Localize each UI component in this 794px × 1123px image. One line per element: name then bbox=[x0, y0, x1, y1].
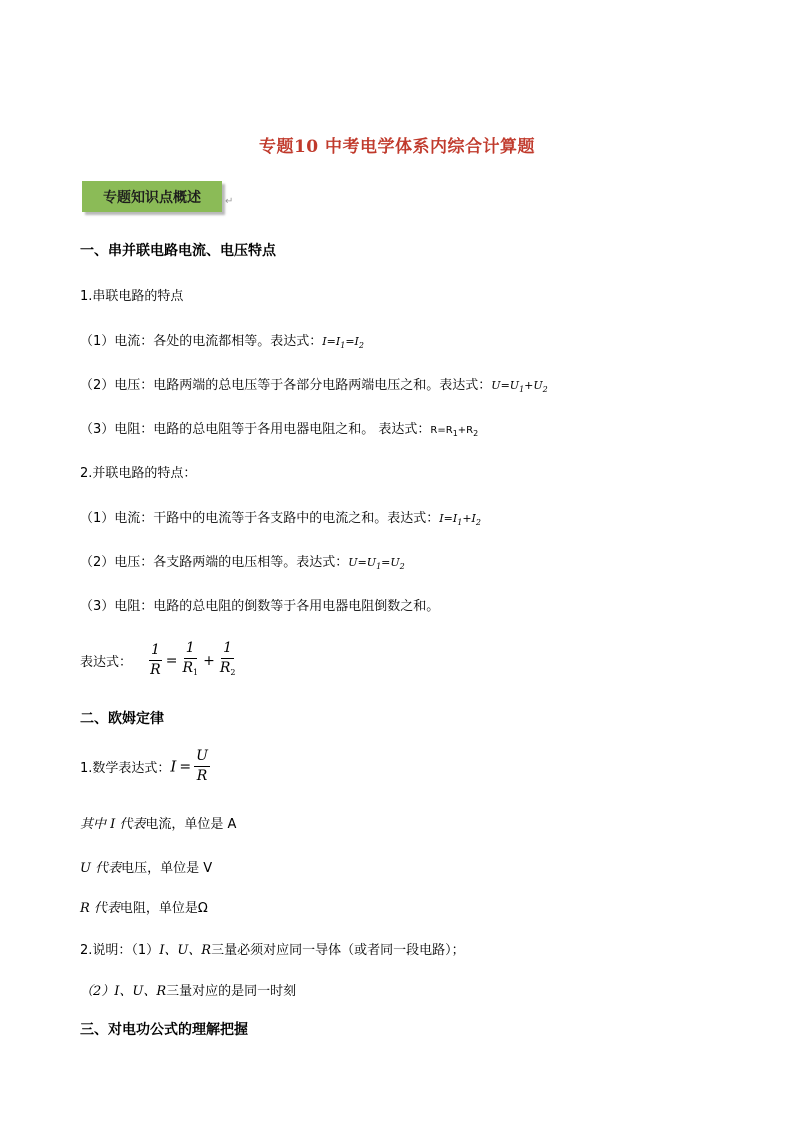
parallel-title: 2.并联电路的特点： bbox=[80, 466, 197, 481]
label: （1）电流：干路中的电流等于各支路中的电流之和。表达式： bbox=[80, 511, 440, 526]
heading-electric-work: 三、对电功公式的理解把握 bbox=[80, 1022, 248, 1038]
ohm-formula-line: 1.数学表达式：I = $\frac{U}{R}$ bbox=[80, 748, 208, 784]
label: 1.数学表达式： bbox=[80, 761, 171, 776]
parallel-voltage-line bbox=[80, 551, 405, 571]
formula: $U=U_1=U_2$ bbox=[348, 556, 405, 571]
formula: $R=R_1+R_2$ bbox=[430, 425, 479, 438]
label: （2）电压：各支路两端的电压相等。表达式： bbox=[80, 555, 349, 570]
series-title: 1.串联电路的特点 bbox=[80, 289, 184, 304]
parallel-current-line bbox=[80, 507, 481, 527]
label: （1）电流：各处的电流都相等。表达式： bbox=[80, 334, 323, 349]
series-resistance-line bbox=[80, 418, 478, 438]
heading-series-parallel: 一、串并联电路电流、电压特点 bbox=[80, 243, 276, 259]
fraction-term-1: $\frac{1}{R_1}$ bbox=[182, 640, 199, 677]
fraction-term-2: $\frac{1}{R_2}$ bbox=[219, 640, 236, 677]
paragraph-mark-icon: ↵ bbox=[225, 196, 234, 207]
fraction-u-over-r: $\frac{U}{R}$ bbox=[196, 748, 208, 784]
series-voltage-line bbox=[80, 374, 548, 394]
parallel-resistance-formula: 表达式： $\frac{1}{R}$ = $\frac{1}{R_1}$ + $\frac{1}{R_2}$ bbox=[80, 640, 237, 681]
formula: $I=I_1+I_2$ bbox=[439, 512, 481, 527]
parallel-resistance-line: （3）电阻：电路的总电阻的倒数等于各用电器电阻倒数之和。 bbox=[80, 599, 440, 614]
note-same-time: （2）I、U、R三量对应的是同一时刻 bbox=[80, 984, 297, 999]
heading-ohms-law: 二、欧姆定律 bbox=[80, 711, 164, 727]
label: （3）电阻：电路的总电阻等于各用电器电阻之和。 表达式： bbox=[80, 422, 431, 437]
section-tag bbox=[82, 181, 222, 212]
formula: $I=I_1=I_2$ bbox=[322, 335, 364, 350]
label: 表达式： bbox=[80, 655, 133, 670]
section-tag-label: 专题知识点概述 bbox=[103, 189, 201, 206]
definition-voltage: U 代表电压，单位是 V bbox=[80, 861, 213, 876]
definition-resistance: R 代表电阻，单位是Ω bbox=[80, 901, 208, 916]
fraction-lhs: $\frac{1}{R}$ bbox=[150, 642, 161, 678]
formula: $U=U_1+U_2$ bbox=[491, 379, 548, 394]
note-same-conductor: 2.说明：（1）I、U、R三量必须对应同一导体（或者同一段电路）； bbox=[80, 943, 465, 958]
series-current-line bbox=[80, 330, 364, 350]
definition-current: 其中 I 代表电流，单位是 A bbox=[80, 817, 237, 832]
label: （2）电压：电路两端的总电压等于各部分电路两端电压之和。表达式： bbox=[80, 378, 492, 393]
page-title: 专题10 中考电学体系内综合计算题 bbox=[258, 137, 536, 157]
